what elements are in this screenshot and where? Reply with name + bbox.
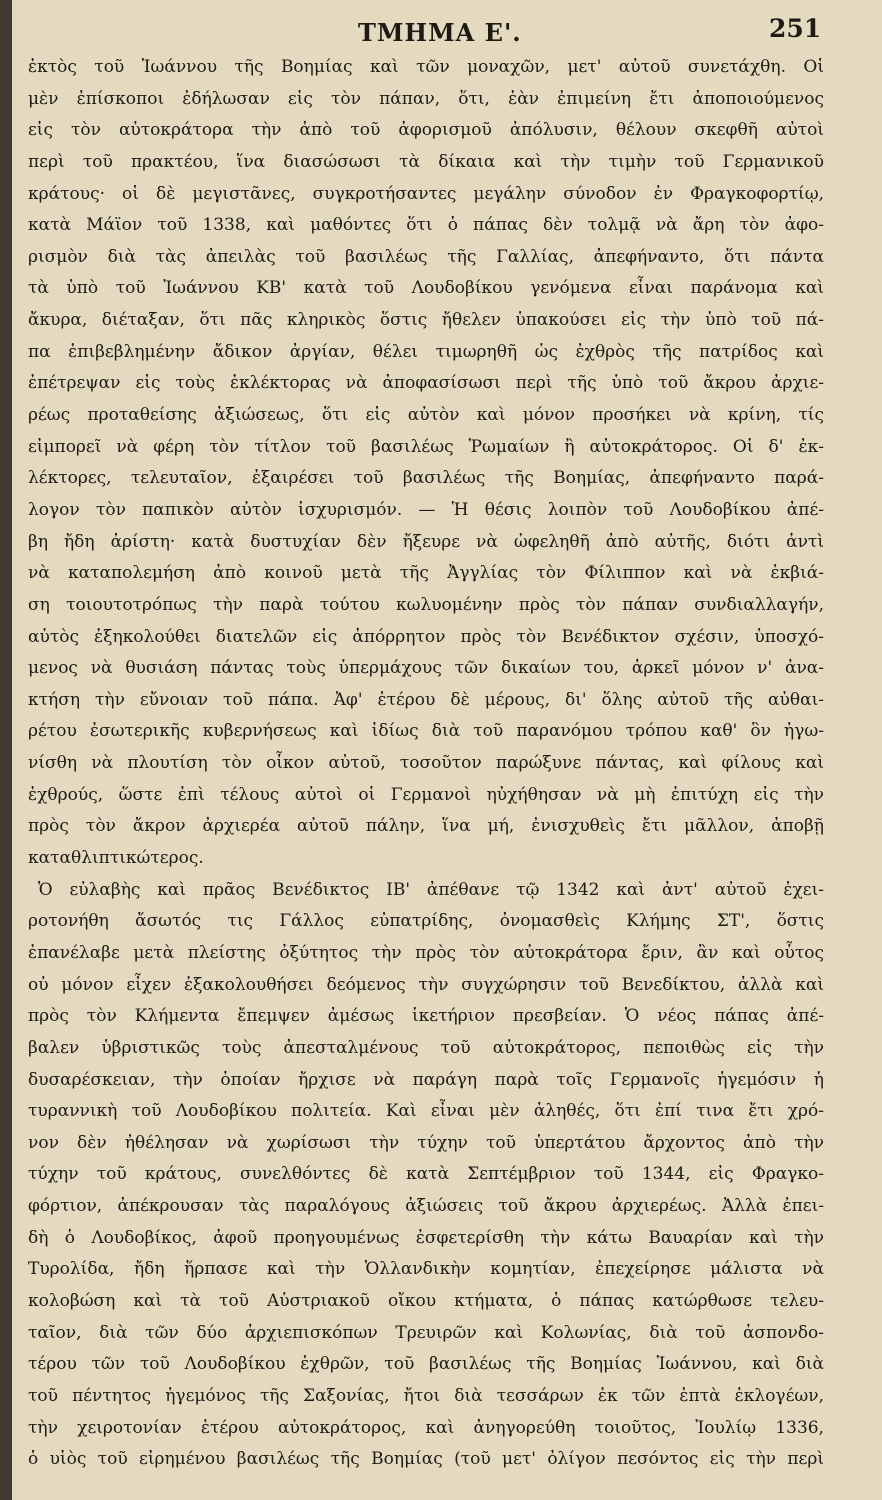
running-title: ΤΜΗΜΑ Ε'. bbox=[358, 18, 522, 47]
text-line: πρὸς τὸν Κλήμεντα ἔπεμψεν ἀμέσως ἱκετήριον πρεσβείαν. Ὁ νέος πάπας ἀπέ- bbox=[28, 1006, 824, 1027]
text-line: ρέως προταθείσης ἀξιώσεως, ὅτι εἰς αὐτὸν καὶ μόνον προσήκει νὰ κρίνη, τίς bbox=[28, 405, 824, 426]
text-line: νὰ καταπολεμήση ἀπὸ κοινοῦ μετὰ τῆς Ἀγγλίας τὸν Φίλιππον καὶ νὰ ἐκβιά- bbox=[28, 563, 824, 584]
text-line: ρέτου ἐσωτερικῆς κυβερνήσεως καὶ ἰδίως διὰ τοῦ παρανόμου τρόπου καθ' ὃν ἠγω- bbox=[28, 721, 824, 742]
page-header bbox=[12, 14, 882, 54]
text-line: ἐπέτρεψαν εἰς τοὺς ἐκλέκτορας νὰ ἀποφασίσωσι περὶ τῆς ὑπὸ τοῦ ἄκρου ἀρχιε- bbox=[28, 373, 824, 394]
text-line: φόρτιον, ἀπέκρουσαν τὰς παραλόγους ἀξιώσεις τοῦ ἄκρου ἀρχιερέως. Ἀλλὰ ἐπει- bbox=[28, 1196, 824, 1217]
book-binding-edge bbox=[0, 0, 12, 1500]
text-line: τὴν χειροτονίαν ἑτέρου αὐτοκράτορος, καὶ ἀνηγορεύθη τοιοῦτος, Ἰουλίῳ 1336, bbox=[28, 1417, 824, 1438]
text-line: ὁ υἱὸς τοῦ εἰρημένου βασιλέως τῆς Βοημίας (τοῦ μετ' ὀλίγον πεσόντος εἰς τὴν περὶ bbox=[28, 1449, 824, 1470]
text-line: ἐπανέλαβε μετὰ πλείστης ὀξύτητος τὴν πρὸς τὸν αὐτοκράτορα ἔριν, ἂν καὶ οὗτος bbox=[28, 942, 824, 963]
text-line: καταθλιπτικώτερος. bbox=[28, 848, 204, 869]
text-line: μενος νὰ θυσιάση πάντας τοὺς ὑπερμάχους τῶν δικαίων του, ἀρκεῖ μόνον ν' ἀνα- bbox=[28, 658, 824, 679]
text-line: κράτους· οἱ δὲ μεγιστᾶνες, συγκροτήσαντες μεγάλην σύνοδον ἐν Φραγκοφορτίῳ, bbox=[28, 183, 824, 204]
body-text bbox=[28, 52, 824, 1476]
text-line: ροτονήθη ἄσωτός τις Γάλλος εὐπατρίδης, ὀνομασθεὶς Κλήμης ΣΤ', ὅστις bbox=[28, 911, 824, 932]
text-line: τοῦ πέντητος ἡγεμόνος τῆς Σαξονίας, ἤτοι διὰ τεσσάρων ἐκ τῶν ἑπτὰ ἐκλογέων, bbox=[28, 1385, 824, 1406]
text-line: ταῖον, διὰ τῶν δύο ἀρχιεπισκόπων Τρευιρῶν καὶ Κολωνίας, διὰ τοῦ ἀσπονδο- bbox=[28, 1322, 824, 1343]
text-line: λέκτορες, τελευταῖον, ἐξαιρέσει τοῦ βασιλέως τῆς Βοημίας, ἀπεφήναντο παρά- bbox=[28, 468, 824, 489]
text-line: μὲν ἐπίσκοποι ἐδήλωσαν εἰς τὸν πάπαν, ὅτι, ἐὰν ἐπιμείνη ἔτι ἀποποιούμενος bbox=[28, 88, 824, 109]
text-line: ἐχθρούς, ὥστε ἐπὶ τέλους αὐτοὶ οἱ Γερμανοὶ ηὐχήθησαν νὰ μὴ ἐπιτύχη εἰς τὴν bbox=[28, 784, 824, 805]
text-line: κολοβώση καὶ τὰ τοῦ Αὐστριακοῦ οἴκου κτήματα, ὁ πάπας κατώρθωσε τελευ- bbox=[28, 1290, 824, 1311]
text-line: Ὁ εὐλαβὴς καὶ πρᾶος Βενέδικτος ΙΒ' ἀπέθανε τῷ 1342 καὶ ἀντ' αὐτοῦ ἐχει- bbox=[38, 879, 824, 900]
text-line: κατὰ Μάϊον τοῦ 1338, καὶ μαθόντες ὅτι ὁ πάπας δὲν τολμᾷ νὰ ἄρη τὸν ἀφο- bbox=[28, 215, 824, 236]
text-line: αὐτὸς ἐξηκολούθει διατελῶν εἰς ἀπόρρητον πρὸς τὸν Βενέδικτον σχέσιν, ὑποσχό- bbox=[28, 626, 824, 647]
page-number: 251 bbox=[769, 14, 822, 43]
text-line: τύχην τοῦ κράτους, συνελθόντες δὲ κατὰ Σεπτέμβριον τοῦ 1344, εἰς Φραγκο- bbox=[28, 1164, 824, 1185]
text-line: πα ἐπιβεβλημένην ἄδικον ἀργίαν, θέλει τιμωρηθῆ ὡς ἐχθρὸς τῆς πατρίδος καὶ bbox=[28, 341, 824, 362]
text-line: λογον τὸν παπικὸν αὐτὸν ἰσχυρισμόν. — Ἡ θέσις λοιπὸν τοῦ Λουδοβίκου ἀπέ- bbox=[28, 499, 824, 520]
text-line: εἰς τὸν αὐτοκράτορα τὴν ἀπὸ τοῦ ἀφορισμοῦ ἀπόλυσιν, θέλουν σκεφθῆ αὐτοὶ bbox=[28, 120, 824, 141]
text-line: δυσαρέσκειαν, τὴν ὁποίαν ἤρχισε νὰ παράγη παρὰ τοῖς Γερμανοῖς ἡγεμόσιν ἡ bbox=[28, 1069, 824, 1090]
text-line: ση τοιουτοτρόπως τὴν παρὰ τούτου κωλυομένην πρὸς τὸν πάπαν συνδιαλλαγήν, bbox=[28, 594, 824, 615]
text-line: περὶ τοῦ πρακτέου, ἵνα διασώσωσι τὰ δίκαια καὶ τὴν τιμὴν τοῦ Γερμανικοῦ bbox=[28, 151, 824, 172]
text-line: νον δὲν ἠθέλησαν νὰ χωρίσωσι τὴν τύχην τοῦ ὑπερτάτου ἄρχοντος ἀπὸ τὴν bbox=[28, 1132, 824, 1153]
text-line: οὐ μόνον εἶχεν ἐξακολουθήσει δεόμενος τὴν συγχώρησιν τοῦ Βενεδίκτου, ἀλλὰ καὶ bbox=[28, 974, 824, 995]
text-line: τυραννικὴ τοῦ Λουδοβίκου πολιτεία. Καὶ εἶναι μὲν ἀληθές, ὅτι ἐπί τινα ἔτι χρό- bbox=[28, 1101, 824, 1122]
text-line: τέρου τῶν τοῦ Λουδοβίκου ἐχθρῶν, τοῦ βασιλέως τῆς Βοημίας Ἰωάννου, καὶ διὰ bbox=[28, 1354, 824, 1375]
text-line: βαλεν ὑβριστικῶς τοὺς ἀπεσταλμένους τοῦ αὐτοκράτορος, πεποιθὼς εἰς τὴν bbox=[28, 1037, 824, 1058]
text-line: δὴ ὁ Λουδοβίκος, ἀφοῦ προηγουμένως ἐσφετερίσθη τὴν κάτω Βαυαρίαν καὶ τὴν bbox=[28, 1227, 824, 1248]
text-line: ἐκτὸς τοῦ Ἰωάννου τῆς Βοημίας καὶ τῶν μοναχῶν, μετ' αὐτοῦ συνετάχθη. Οἱ bbox=[28, 57, 824, 77]
text-line: Τυρολίδα, ἤδη ἥρπασε καὶ τὴν Ὁλλανδικὴν κομητίαν, ἐπεχείρησε μάλιστα νὰ bbox=[28, 1259, 824, 1280]
text-line: ἄκυρα, διέταξαν, ὅτι πᾶς κληρικὸς ὅστις ἤθελεν ὑπακούσει εἰς τὴν ὑπὸ τοῦ πά- bbox=[28, 310, 824, 331]
text-line: τὰ ὑπὸ τοῦ Ἰωάννου ΚΒ' κατὰ τοῦ Λουδοβίκου γενόμενα εἶναι παράνομα καὶ bbox=[28, 278, 824, 299]
text-line: βη ἤδη ἀρίστη· κατὰ δυστυχίαν δὲν ἤξευρε νὰ ὠφεληθῆ ἀπὸ αὐτῆς, διότι ἀντὶ bbox=[28, 531, 824, 552]
text-line: ρισμὸν διὰ τὰς ἀπειλὰς τοῦ βασιλέως τῆς Γαλλίας, ἀπεφήναντο, ὅτι πάντα bbox=[28, 246, 824, 267]
text-line: κτήση τὴν εὔνοιαν τοῦ πάπα. Ἀφ' ἑτέρου δὲ μέρους, δι' ὅλης αὐτοῦ τῆς αὐθαι- bbox=[28, 689, 824, 710]
text-line: πρὸς τὸν ἄκρον ἀρχιερέα αὐτοῦ πάλην, ἵνα μή, ἐνισχυθεὶς ἔτι μᾶλλον, ἀποβῇ bbox=[28, 816, 824, 837]
text-line: εἰμπορεῖ νὰ φέρη τὸν τίτλον τοῦ βασιλέως Ῥωμαίων ἢ αὐτοκράτορος. Οἱ δ' ἐκ- bbox=[28, 436, 824, 457]
text-line: νίσθη νὰ πλουτίση τὸν οἶκον αὐτοῦ, τοσοῦτον παρώξυνε πάντας, καὶ φίλους καὶ bbox=[28, 753, 824, 774]
